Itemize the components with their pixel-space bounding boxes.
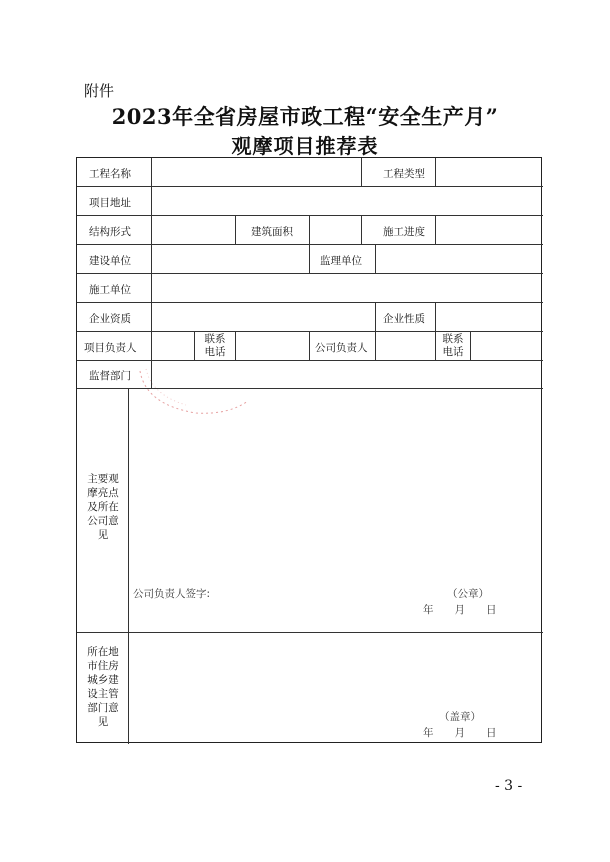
row-divider [77, 186, 543, 187]
supervisor-label: 监理单位 [320, 255, 362, 267]
signature-label: 公司负责人签字: [133, 588, 211, 600]
project-name-label: 工程名称 [89, 168, 131, 180]
page-title: 2023年全省房屋市政工程“安全生产月” [111, 104, 499, 129]
project-manager-label: 项目负责人 [84, 342, 137, 354]
column-divider [309, 244, 310, 273]
recommendation-form [76, 157, 542, 743]
column-divider [435, 331, 436, 360]
row-divider [77, 273, 543, 274]
housing-dept-section-label: 所在地 市住房 城乡建 设主管 部门意 见 [87, 646, 119, 728]
construction-progress-label: 施工进度 [383, 226, 425, 238]
column-divider [128, 388, 129, 632]
dept-date: 年 月 日 [423, 727, 497, 739]
row-divider [77, 632, 543, 633]
column-divider [375, 244, 376, 273]
column-divider [435, 302, 436, 331]
column-divider [361, 158, 362, 186]
column-divider [375, 331, 376, 360]
column-divider [235, 215, 236, 244]
column-divider [151, 158, 152, 388]
developer-label: 建设单位 [89, 255, 131, 267]
row-divider [77, 215, 543, 216]
column-divider [194, 331, 195, 360]
column-divider [361, 215, 362, 244]
project-address-label: 项目地址 [89, 197, 131, 209]
column-divider [375, 302, 376, 331]
column-divider [128, 632, 129, 744]
supervision-dept-label: 监督部门 [89, 370, 131, 382]
column-divider [309, 215, 310, 244]
column-divider [309, 331, 310, 360]
column-divider [435, 215, 436, 244]
opinion-date: 年 月 日 [423, 604, 497, 616]
page-subtitle: 观摩项目推荐表 [231, 134, 379, 158]
row-divider [77, 302, 543, 303]
contact-phone-label: 联系 电话 [442, 333, 464, 358]
project-type-label: 工程类型 [383, 168, 425, 180]
building-area-label: 建筑面积 [251, 226, 293, 238]
company-manager-label: 公司负责人 [315, 342, 368, 354]
column-divider [435, 158, 436, 186]
column-divider [470, 331, 471, 360]
row-divider [77, 244, 543, 245]
dept-seal-label: （盖章） [439, 711, 481, 723]
attachment-label: 附件 [84, 82, 115, 100]
contractor-label: 施工单位 [89, 284, 131, 296]
row-divider [77, 331, 543, 332]
column-divider [235, 331, 236, 360]
enterprise-qualification-label: 企业资质 [89, 313, 131, 325]
faint-seal-mark [136, 365, 256, 417]
company-seal-label: （公章） [447, 588, 489, 600]
structure-type-label: 结构形式 [89, 226, 131, 238]
enterprise-nature-label: 企业性质 [383, 313, 425, 325]
page-number: - 3 - [495, 778, 523, 794]
row-divider [77, 360, 543, 361]
contact-phone-label: 联系 电话 [204, 333, 226, 358]
opinion-section-label: 主要观 摩亮点 及所在 公司意 见 [87, 473, 119, 541]
